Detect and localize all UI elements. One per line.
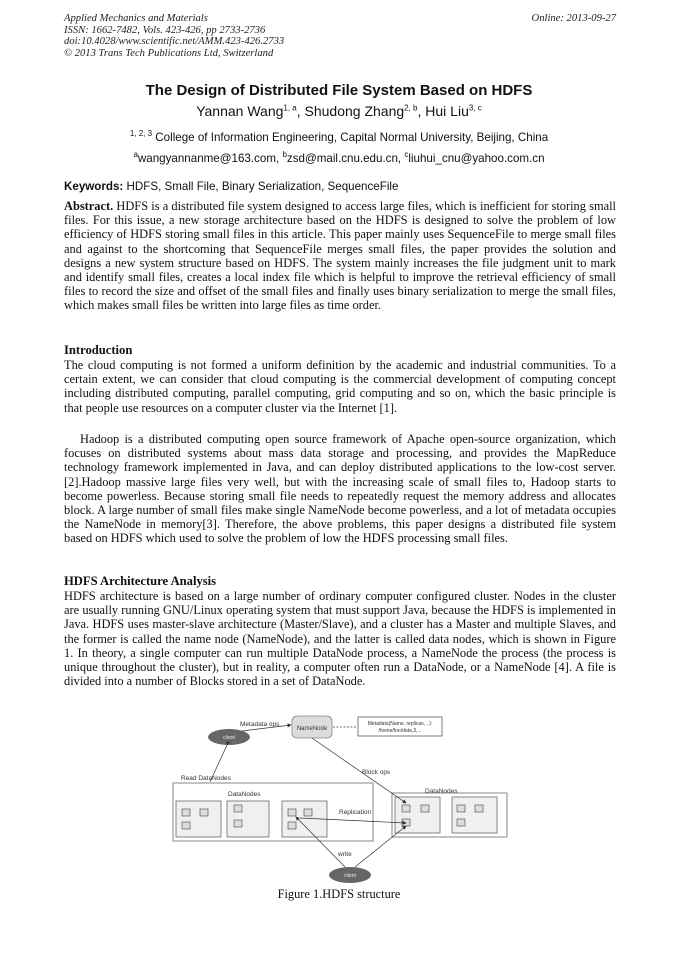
metadata-line-1: Metadata(Name, replicas, ..): bbox=[367, 721, 433, 727]
datanodes-right-label: DataNodes bbox=[425, 788, 458, 795]
datanode-box bbox=[227, 801, 269, 837]
author-name: Shudong Zhang bbox=[304, 103, 405, 119]
block-icon bbox=[304, 809, 312, 816]
paper-title: The Design of Distributed File System Based on HDFS bbox=[145, 82, 533, 99]
read-datanodes-label: Read DataNodes bbox=[181, 775, 231, 782]
email-link[interactable]: zsd@mail.cnu.edu.cn bbox=[286, 152, 398, 165]
email-link[interactable]: wangyannanme@163.com bbox=[137, 152, 276, 165]
architecture-paragraph-1: HDFS architecture is based on a large number of ordinary computer configured cluster. Nodes in the cluster are usually running GNU/Linux operating system that must support Java, because the HDFS is implemented in Java. HDFS uses master-slave architecture (Master/Slave), and a cluster has a Master and multiple Slaves, and the former is called the name node (NameNode), and the latter is called data nodes, which is shown in Figure 1. In theory, a single computer can run multiple DataNode process, a NameNode the process (the process is unique throughout the cluster), but in reality, a computer often run a DataNode, or a NameNode [4]. A file is divided into a number of Blocks stored in a set of DataNode. bbox=[64, 589, 616, 689]
replication-label: Replication bbox=[339, 809, 372, 816]
copyright: © 2013 Trans Tech Publications Ltd, Switzerland bbox=[64, 47, 274, 59]
metadata-ops-label: Metadata ops bbox=[240, 721, 280, 728]
block-icon bbox=[288, 809, 296, 816]
keywords bbox=[64, 180, 616, 193]
introduction-paragraph-1: The cloud computing is not formed a uniform definition by the academic and industrial communities. To a certain extent, we can consider that cloud computing is the commercial development of computing concept including distributed computing, parallel computing, grid computing and so on, which the basic principle is that people use resources on a computer cluster via the Internet [1]. bbox=[64, 358, 616, 415]
email-sup: a bbox=[133, 150, 138, 160]
block-icon bbox=[200, 809, 208, 816]
author-name: Yannan Wang bbox=[196, 103, 284, 119]
affiliation-sup: 1, 2, 3 bbox=[129, 129, 153, 139]
block-icon bbox=[475, 805, 483, 812]
author-name: Hui Liu bbox=[425, 103, 469, 119]
email-list: $^a$wangyannanme@163.com, $^b$zsd@mail.cnu.edu.cn, $^c$liuhui_cnu@yahoo.com.cn bbox=[133, 150, 545, 165]
keywords-text: HDFS, Small File, Binary Serialization, SequenceFile bbox=[126, 180, 399, 193]
block-icon bbox=[457, 805, 465, 812]
block-icon bbox=[182, 809, 190, 816]
block-icon bbox=[402, 805, 410, 812]
datanodes-left-label: DataNodes bbox=[228, 791, 261, 798]
block-icon bbox=[234, 820, 242, 827]
affiliation-text: College of Information Engineering, Capital Normal University, Beijing, China bbox=[155, 131, 549, 144]
client-bottom-label: client bbox=[344, 873, 356, 879]
keywords-label: Keywords: bbox=[64, 180, 124, 193]
block-icon bbox=[421, 805, 429, 812]
issn: ISSN: 1662-7482, Vols. 423-426, pp 2733-2736 bbox=[64, 24, 266, 36]
namenode-label: NameNode bbox=[296, 726, 328, 732]
architecture-heading: HDFS Architecture Analysis bbox=[64, 574, 217, 588]
email-link[interactable]: liuhui_cnu@yahoo.com.cn bbox=[408, 152, 545, 165]
introduction-heading: Introduction bbox=[64, 343, 133, 357]
hdfs-structure-figure bbox=[170, 713, 510, 885]
email-sup: b bbox=[282, 150, 287, 160]
abstract bbox=[64, 199, 616, 313]
author-list: Yannan Wang$^{1, a}$, Shudong Zhang$^{2, b}$, Hui Liu$^{3, c}$ bbox=[196, 103, 482, 119]
write-label: write bbox=[338, 851, 352, 858]
datanode-box bbox=[452, 797, 497, 833]
affiliation bbox=[0, 131, 678, 144]
client-top-label: client bbox=[223, 735, 235, 741]
author-sup: 2, b bbox=[404, 103, 418, 113]
online-date: Online: 2013-09-27 bbox=[531, 13, 616, 24]
abstract-label: Abstract. bbox=[64, 199, 114, 213]
abstract-text: HDFS is a distributed file system designed to access large files, which is inefficient for storing small files. For this issue, a new storage architecture based on the HDFS is designed to solve the problem of low efficiency of HDFS storing small files in this article. This paper mainly uses SequenceFile to merge small files and against to the shortcoming that SequenceFile merges small files, the paper provides the solution and designs a new system structure based on HDFS. The system mainly increases the file judgment unit to mark and identify small files, creates a local index file which is helpful to improve the retrieval efficiency of small files to record the size and offset of the small files and finally uses binary serialization to merge the small files, which makes small files be written into large files as time order. bbox=[64, 199, 616, 313]
author-sup: 1, a bbox=[283, 103, 297, 113]
block-icon bbox=[234, 805, 242, 812]
block-icon bbox=[288, 822, 296, 829]
introduction-paragraph-2: Hadoop is a distributed computing open source framework of Apache open-source organization, which focuses on distributed systems about mass data storage and processing, and provides the MapReduce technology framework implemented in Java, and can deploy distributed applications to the low-cost server. [2].Hadoop massive large files very well, but with the increasing scale of small files to, Hadoop starts to become powerless. Because storing small file needs to repeatedly request the memory address and allocates block. A large number of small files make single NameNode become powerless, and a lot of metadata occupies the NameNode in memory[3]. Therefore, the above problems, this paper designs a distributed file system based on HDFS which used to solve the problem of low the HDFS processing small files. bbox=[64, 432, 616, 546]
doi: doi:10.4028/www.scientific.net/AMM.423-426.2733 bbox=[64, 36, 285, 48]
journal-header bbox=[64, 13, 616, 59]
block-icon bbox=[182, 822, 190, 829]
email-sup: c bbox=[404, 150, 409, 160]
figure-caption: Figure 1.HDFS structure bbox=[277, 887, 401, 901]
author-sup: 3, c bbox=[468, 103, 482, 113]
datanode-box bbox=[395, 797, 440, 833]
journal-name: Applied Mechanics and Materials bbox=[64, 13, 208, 24]
metadata-line-2: /home/foo/data,3,... bbox=[378, 728, 422, 734]
block-icon bbox=[402, 819, 410, 826]
block-ops-label: Block ops bbox=[362, 769, 391, 776]
block-icon bbox=[457, 819, 465, 826]
datanode-box bbox=[176, 801, 221, 837]
